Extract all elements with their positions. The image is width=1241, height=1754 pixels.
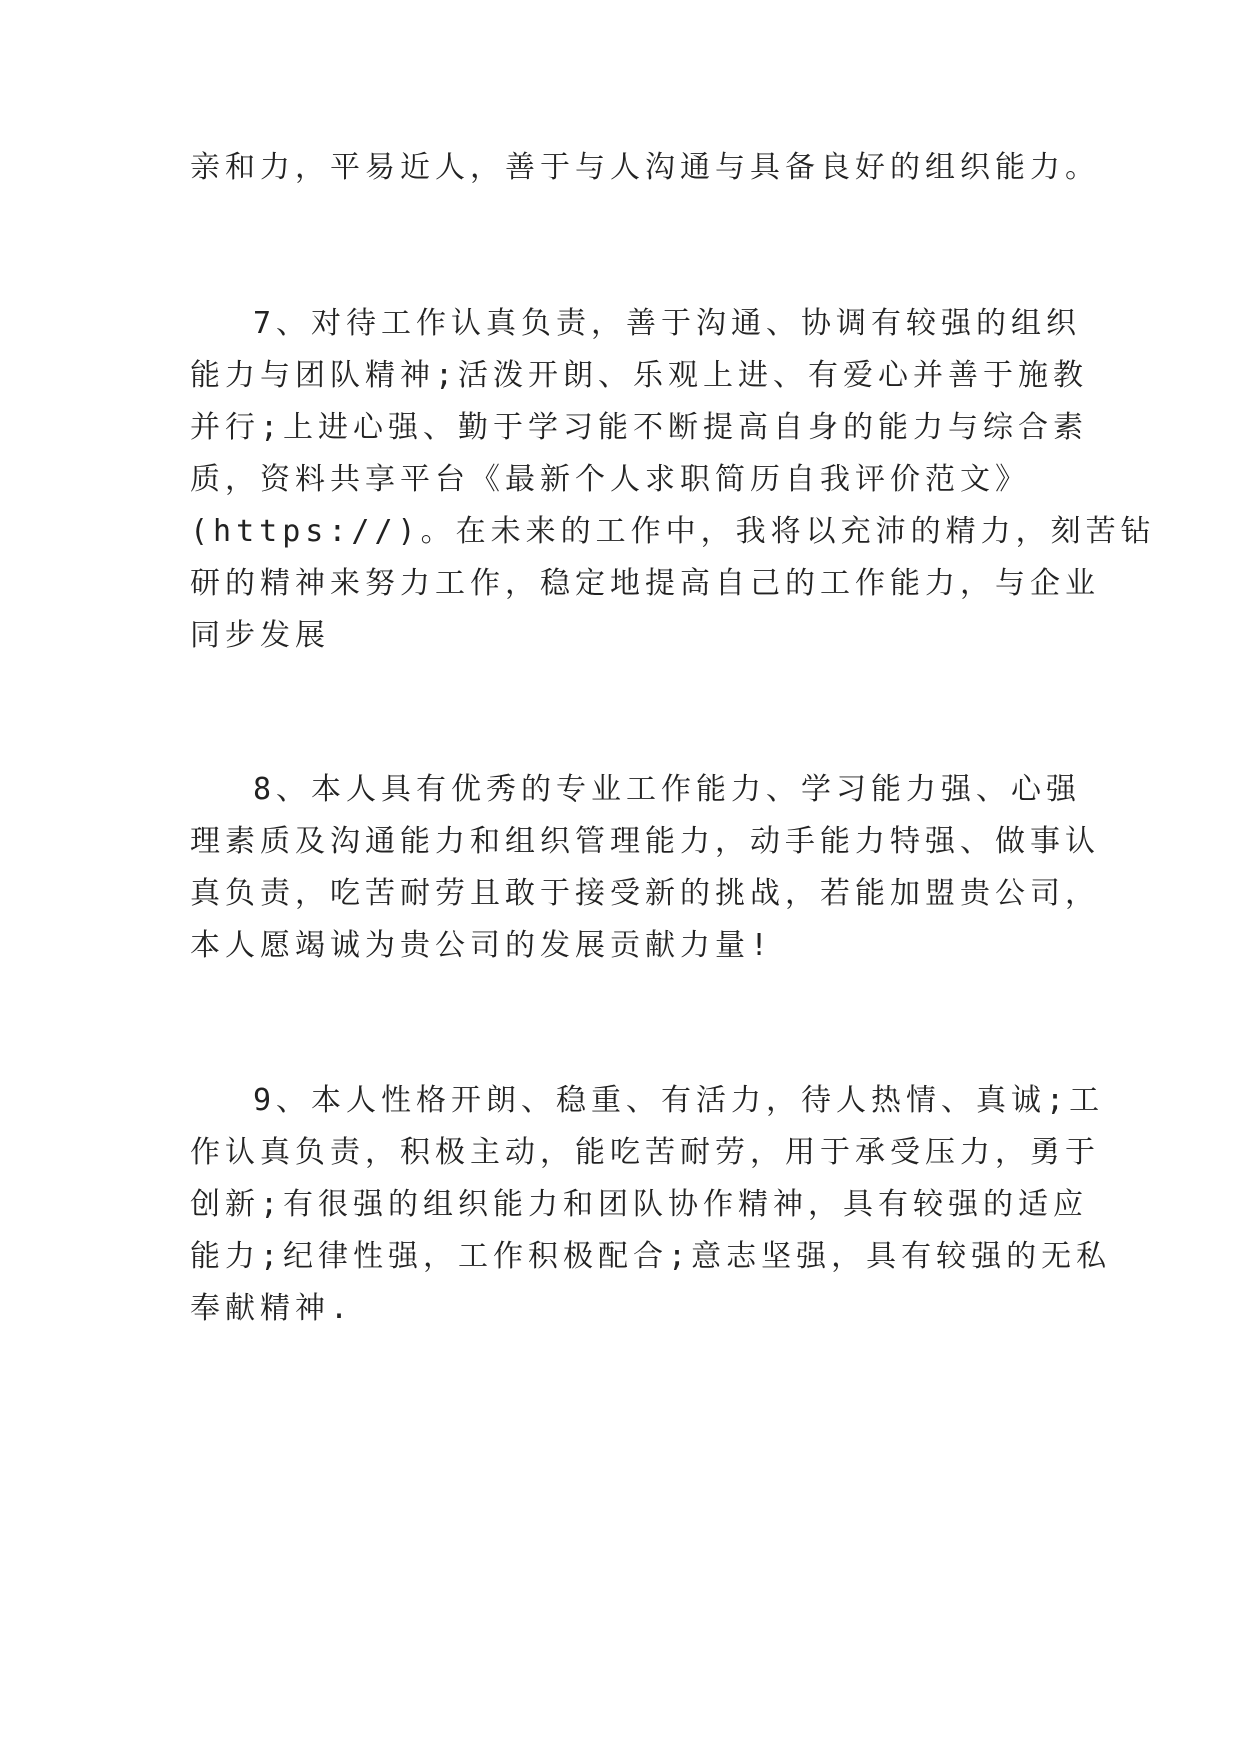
- paragraph-line: 理素质及沟通能力和组织管理能力，动手能力特强、做事认: [190, 824, 1100, 859]
- paragraph-line: 研的精神来努力工作，稳定地提高自己的工作能力，与企业: [190, 566, 1100, 601]
- paragraph-line: (https://)。在未来的工作中，我将以充沛的精力，刻苦钻: [190, 514, 1156, 549]
- paragraph-line: 9、本人性格开朗、稳重、有活力，待人热情、真诚;工: [253, 1083, 1105, 1118]
- paragraph-line: 本人愿竭诚为贵公司的发展贡献力量!: [190, 928, 774, 963]
- paragraph-line: 8、本人具有优秀的专业工作能力、学习能力强、心强: [253, 772, 1082, 807]
- paragraph-line: 7、对待工作认真负责，善于沟通、协调有较强的组织: [253, 306, 1082, 341]
- paragraph-line: 同步发展: [190, 618, 330, 653]
- paragraph-line: 奉献精神.: [190, 1291, 354, 1326]
- paragraph-line: 作认真负责，积极主动，能吃苦耐劳，用于承受压力，勇于: [190, 1135, 1100, 1170]
- paragraph-line: 能力;纪律性强，工作积极配合;意志坚强，具有较强的无私: [190, 1239, 1112, 1274]
- paragraph-line: 创新;有很强的组织能力和团队协作精神，具有较强的适应: [190, 1187, 1089, 1222]
- paragraph-line: 并行;上进心强、勤于学习能不断提高自身的能力与综合素: [190, 410, 1089, 445]
- paragraph-line: 质，资料共享平台《最新个人求职简历自我评价范文》: [190, 462, 1030, 497]
- paragraph-line: 亲和力，平易近人，善于与人沟通与具备良好的组织能力。: [190, 150, 1100, 185]
- paragraph-line: 真负责，吃苦耐劳且敢于接受新的挑战，若能加盟贵公司，: [190, 876, 1100, 911]
- paragraph-line: 能力与团队精神;活泼开朗、乐观上进、有爱心并善于施教: [190, 358, 1089, 393]
